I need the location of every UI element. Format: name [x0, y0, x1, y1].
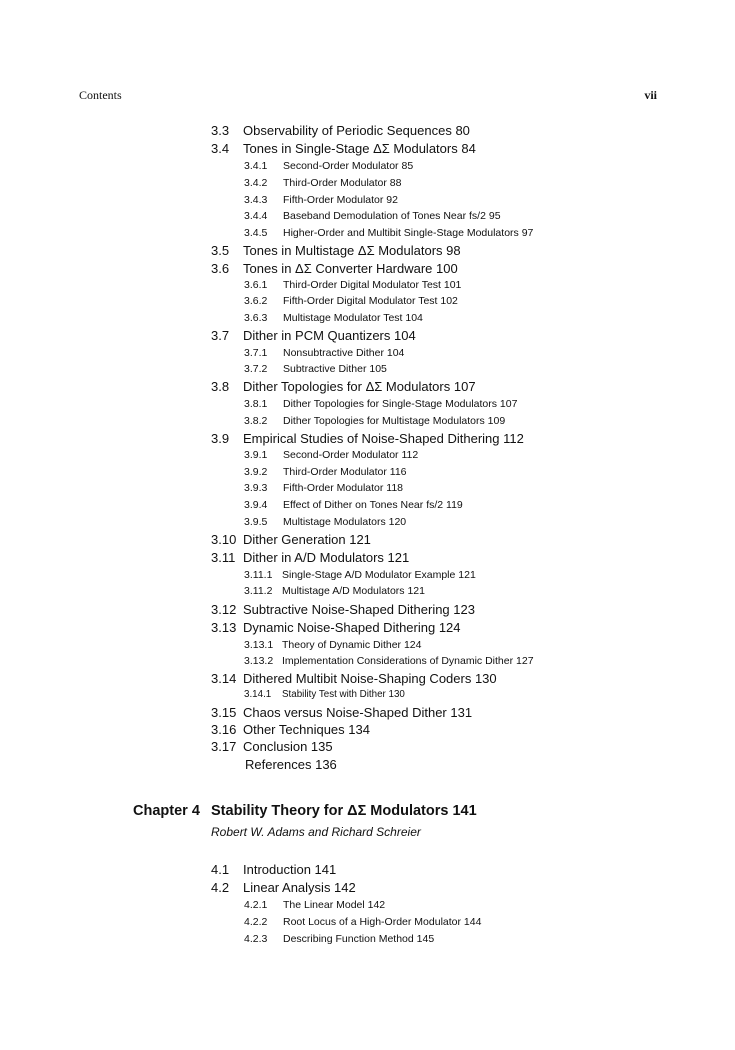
subsection-number: 3.4.3 [244, 194, 268, 206]
section-title: Subtractive Noise-Shaped Dithering 123 [243, 602, 475, 617]
subsection-number: 3.7.2 [244, 363, 268, 375]
subsection-number: 3.4.5 [244, 227, 268, 239]
subsection-title: Theory of Dynamic Dither 124 [282, 639, 422, 651]
references-title: References 136 [245, 757, 337, 772]
subsection-title: Fifth-Order Modulator 92 [283, 194, 398, 206]
section-title: Linear Analysis 142 [243, 880, 356, 895]
subsection-number: 3.13.2 [244, 655, 274, 667]
section-number: 3.13 [211, 620, 237, 635]
section-title: Dynamic Noise-Shaped Dithering 124 [243, 620, 461, 635]
subsection-number: 4.2.1 [244, 899, 268, 911]
subsection-number: 3.11.1 [244, 569, 273, 581]
section-number: 3.3 [211, 123, 230, 138]
chapter-label: Chapter 4 [133, 803, 200, 819]
section-number: 3.6 [211, 261, 230, 276]
subsection-number: 3.11.2 [244, 585, 273, 597]
section-number: 3.12 [211, 602, 237, 617]
subsection-title: Multistage Modulators 120 [283, 516, 407, 528]
subsection-number: 3.6.1 [244, 279, 268, 291]
section-number: 3.8 [211, 379, 230, 394]
subsection-title: Baseband Demodulation of Tones Near fs/2 95 [283, 210, 501, 222]
section-title: Tones in Single-Stage ΔΣ Modulators 84 [243, 141, 476, 156]
subsection-title: Multistage Modulator Test 104 [283, 312, 423, 324]
section-number: 3.11 [211, 550, 236, 565]
subsection-title: Single-Stage A/D Modulator Example 121 [282, 569, 476, 581]
section-title: Chaos versus Noise-Shaped Dither 131 [243, 705, 473, 720]
subsection-title: Higher-Order and Multibit Single-Stage Modulators 97 [283, 227, 534, 239]
subsection-title: Effect of Dither on Tones Near fs/2 119 [283, 499, 463, 511]
subsection-title: Fifth-Order Digital Modulator Test 102 [283, 295, 458, 307]
subsection-number: 3.9.5 [244, 516, 268, 528]
subsection-number: 3.9.4 [244, 499, 268, 511]
subsection-title: Describing Function Method 145 [283, 933, 435, 945]
section-title: Empirical Studies of Noise-Shaped Dithering 112 [243, 431, 524, 446]
section-title: Dither in PCM Quantizers 104 [243, 328, 416, 343]
subsection-number: 3.14.1 [244, 689, 272, 700]
chapter-authors: Robert W. Adams and Richard Schreier [211, 825, 421, 839]
subsection-title: Stability Test with Dither 130 [282, 689, 405, 700]
subsection-title: Dither Topologies for Multistage Modulators 109 [283, 415, 506, 427]
subsection-title: Root Locus of a High-Order Modulator 144 [283, 916, 482, 928]
subsection-title: Second-Order Modulator 112 [283, 449, 419, 461]
section-title: Other Techniques 134 [243, 722, 370, 737]
section-number: 3.7 [211, 328, 230, 343]
section-number: 4.2 [211, 880, 230, 895]
subsection-number: 3.6.2 [244, 295, 268, 307]
subsection-title: The Linear Model 142 [283, 899, 386, 911]
subsection-title: Third-Order Modulator 88 [283, 177, 402, 189]
subsection-number: 3.9.1 [244, 449, 268, 461]
subsection-number: 3.7.1 [244, 347, 268, 359]
subsection-number: 4.2.2 [244, 916, 268, 928]
section-number: 3.10 [211, 532, 237, 547]
subsection-title: Third-Order Modulator 116 [283, 466, 407, 478]
subsection-title: Nonsubtractive Dither 104 [283, 347, 405, 359]
chapter-title: Stability Theory for ΔΣ Modulators 141 [211, 803, 477, 819]
section-title: Observability of Periodic Sequences 80 [243, 123, 470, 138]
section-title: Dither Topologies for ΔΣ Modulators 107 [243, 379, 476, 394]
section-number: 3.14 [211, 671, 237, 686]
subsection-number: 3.4.2 [244, 177, 268, 189]
subsection-title: Dither Topologies for Single-Stage Modulators 107 [283, 398, 518, 410]
subsection-title: Multistage A/D Modulators 121 [282, 585, 425, 597]
subsection-number: 3.9.3 [244, 482, 268, 494]
section-number: 4.1 [211, 862, 230, 877]
subsection-title: Implementation Considerations of Dynamic Dither 127 [282, 655, 534, 667]
section-title: Introduction 141 [243, 862, 337, 877]
subsection-number: 4.2.3 [244, 933, 268, 945]
section-title: Dither Generation 121 [243, 532, 371, 547]
subsection-title: Fifth-Order Modulator 118 [283, 482, 404, 494]
section-number: 3.16 [211, 722, 237, 737]
section-title: Tones in ΔΣ Converter Hardware 100 [243, 261, 458, 276]
running-head-title: Contents [79, 88, 122, 102]
page-number: vii [644, 88, 657, 102]
section-number: 3.9 [211, 431, 230, 446]
section-title: Conclusion 135 [243, 739, 333, 754]
subsection-title: Third-Order Digital Modulator Test 101 [283, 279, 462, 291]
section-title: Dither in A/D Modulators 121 [243, 550, 410, 565]
subsection-number: 3.4.4 [244, 210, 268, 222]
subsection-number: 3.4.1 [244, 160, 268, 172]
subsection-number: 3.6.3 [244, 312, 268, 324]
subsection-number: 3.13.1 [244, 639, 274, 651]
section-number: 3.5 [211, 243, 230, 258]
subsection-title: Subtractive Dither 105 [283, 363, 387, 375]
section-title: Dithered Multibit Noise-Shaping Coders 130 [243, 671, 497, 686]
subsection-number: 3.8.1 [244, 398, 268, 410]
subsection-number: 3.9.2 [244, 466, 268, 478]
section-number: 3.15 [211, 705, 237, 720]
subsection-number: 3.8.2 [244, 415, 268, 427]
section-title: Tones in Multistage ΔΣ Modulators 98 [243, 243, 461, 258]
running-head [79, 88, 657, 104]
subsection-title: Second-Order Modulator 85 [283, 160, 414, 172]
section-number: 3.17 [211, 739, 237, 754]
section-number: 3.4 [211, 141, 230, 156]
